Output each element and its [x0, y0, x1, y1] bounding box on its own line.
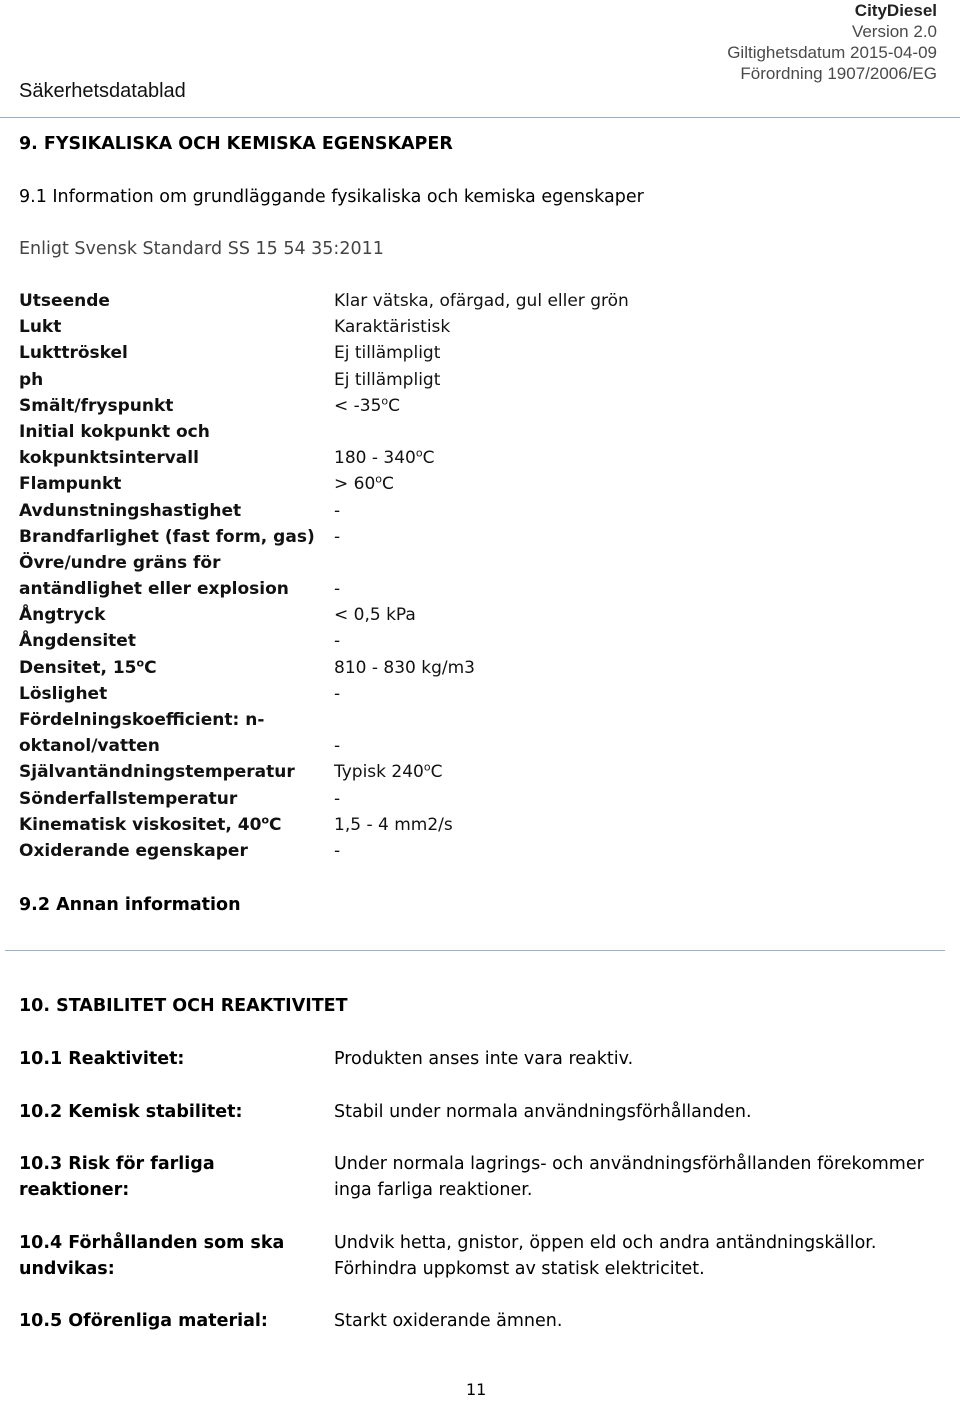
property-row [19, 550, 719, 576]
property-row [19, 628, 719, 654]
property-label: antändlighet eller explosion [19, 579, 289, 600]
property-label: ph [19, 369, 44, 390]
property-row [19, 759, 719, 785]
conditions-to-avoid-value-line: Förhindra uppkomst av statisk elektricitet. [334, 1259, 705, 1279]
section-10-title: 10. STABILITET OCH REAKTIVITET [19, 996, 348, 1016]
property-label: Ångtryck [19, 605, 106, 626]
page-number: 11 [466, 1380, 487, 1399]
property-row [19, 838, 719, 864]
section-9-title: 9. FYSIKALISKA OCH KEMISKA EGENSKAPER [19, 134, 453, 154]
incompatible-materials-label: 10.5 Oförenliga material: [19, 1311, 268, 1331]
incompatible-materials-value: Starkt oxiderande ämnen. [334, 1311, 563, 1331]
product-name: CityDiesel [854, 1, 937, 20]
property-row [19, 733, 719, 759]
property-value: - [334, 736, 341, 757]
chemical-stability-label: 10.2 Kemisk stabilitet: [19, 1102, 243, 1122]
property-label: Självantändningstemperatur [19, 762, 295, 783]
property-row [19, 288, 719, 314]
document-header-meta [727, 0, 937, 84]
property-value [334, 759, 442, 785]
unit-text: C [422, 448, 435, 469]
unit-text: C [382, 474, 394, 495]
degree-mark: o [375, 472, 383, 486]
property-label: Flampunkt [19, 474, 122, 495]
value-text: < -35 [334, 395, 382, 416]
property-row [19, 812, 719, 838]
value-text: > 60 [334, 474, 376, 495]
property-label: Fördelningskoefficient: n- [19, 710, 265, 730]
document-title: Säkerhetsdatablad [19, 80, 186, 102]
unit-text: C [269, 814, 282, 835]
conditions-to-avoid-label [19, 1230, 319, 1282]
reactivity-value: Produkten anses inte vara reaktiv. [334, 1049, 634, 1069]
conditions-to-avoid-label-line: undvikas: [19, 1259, 115, 1279]
standard-reference: Enligt Svensk Standard SS 15 54 35:2011 [19, 239, 384, 259]
property-label: Smält/fryspunkt [19, 395, 174, 416]
property-row [19, 340, 719, 366]
property-label [19, 655, 157, 681]
unit-text: C [144, 657, 157, 678]
unit-text: C [430, 762, 443, 783]
hazardous-reactions-label: 10.3 Risk för farliga reaktioner: [19, 1154, 215, 1200]
property-label: Övre/undre gräns för [19, 552, 221, 573]
property-row [19, 524, 719, 550]
property-row [19, 707, 719, 733]
property-row [19, 681, 719, 707]
hazardous-reactions-value [334, 1151, 939, 1203]
property-value [334, 445, 434, 471]
degree-mark: o [415, 446, 423, 460]
degree-mark: o [381, 394, 389, 408]
property-value [334, 393, 400, 419]
conditions-to-avoid-value-line: Undvik hetta, gnistor, öppen eld och andra antändningskällor. [334, 1233, 877, 1253]
property-value: Ej tillämpligt [334, 369, 441, 390]
property-row [19, 576, 719, 602]
value-text: Typisk 240 [334, 762, 424, 783]
section-9-1-heading: 9.1 Information om grundläggande fysikaliska och kemiska egenskaper [19, 187, 644, 207]
property-value: < 0,5 kPa [334, 605, 416, 626]
property-row [19, 445, 719, 471]
property-row [19, 786, 719, 812]
reactivity-label: 10.1 Reaktivitet: [19, 1049, 185, 1069]
regulation-label: Förordning 1907/2006/EG [740, 64, 937, 83]
property-row [19, 393, 719, 419]
label-text: Densitet, 15 [19, 657, 137, 678]
property-value: - [334, 500, 341, 521]
section-9-2-heading: 9.2 Annan information [19, 895, 241, 915]
conditions-to-avoid-label-line: 10.4 Förhållanden som ska [19, 1233, 285, 1253]
property-value: - [334, 840, 341, 861]
property-value: - [334, 683, 341, 704]
section-divider [5, 950, 945, 951]
conditions-to-avoid-value [334, 1230, 939, 1282]
property-label: Sönderfallstemperatur [19, 788, 238, 809]
property-row [19, 655, 719, 681]
property-value: Karaktäristisk [334, 317, 451, 338]
property-value: Klar vätska, ofärgad, gul eller grön [334, 291, 629, 311]
hazardous-reactions-value-line: inga farliga reaktioner. [334, 1180, 533, 1200]
property-value: Ej tillämpligt [334, 343, 441, 364]
hazardous-reactions-value-line: Under normala lagrings- och användningsförhållanden förekommer [334, 1154, 924, 1174]
property-value: - [334, 788, 341, 809]
degree-mark: o [423, 760, 431, 774]
property-label: Oxiderande egenskaper [19, 840, 248, 861]
property-label: Brandfarlighet (fast form, gas) [19, 526, 315, 547]
property-label: kokpunktsintervall [19, 448, 199, 469]
property-value [334, 471, 394, 497]
value-text: 180 - 340 [334, 448, 416, 469]
property-value: - [334, 579, 341, 600]
property-table [19, 288, 719, 864]
property-label: Initial kokpunkt och [19, 421, 210, 442]
property-label: Ångdensitet [19, 631, 136, 652]
version-label: Version 2.0 [851, 22, 937, 41]
header-divider [0, 117, 960, 118]
unit-text: C [388, 395, 401, 416]
property-label: Utseende [19, 291, 110, 311]
property-row [19, 471, 719, 497]
property-label: oktanol/vatten [19, 736, 160, 757]
degree-mark: o [261, 813, 269, 827]
property-label: Löslighet [19, 683, 108, 704]
chemical-stability-value: Stabil under normala användningsförhållanden. [334, 1102, 752, 1122]
property-value: - [334, 526, 341, 547]
property-value: 1,5 - 4 mm2/s [334, 814, 453, 835]
property-row [19, 367, 719, 393]
property-value: - [334, 631, 341, 652]
property-label: Lukt [19, 317, 62, 338]
property-label: Avdunstningshastighet [19, 500, 242, 521]
validity-date: Giltighetsdatum 2015-04-09 [727, 43, 937, 62]
property-row [19, 314, 719, 340]
property-label [19, 812, 281, 838]
label-text: Kinematisk viskositet, 40 [19, 814, 262, 835]
degree-mark: o [136, 655, 145, 669]
property-value: 810 - 830 kg/m3 [334, 657, 475, 678]
property-row [19, 419, 719, 445]
property-row [19, 498, 719, 524]
property-row [19, 602, 719, 628]
property-label: Lukttröskel [19, 343, 128, 364]
